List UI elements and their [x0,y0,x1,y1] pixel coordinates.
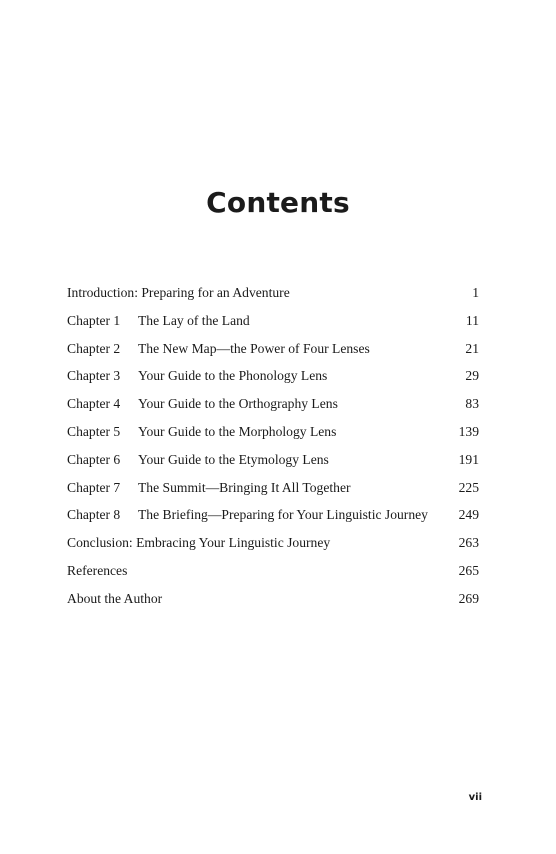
toc-entry-title: The Lay of the Land [138,312,250,328]
toc-entry-chapter-6[interactable] [67,450,479,478]
toc-chapter-label: Chapter 5 [67,423,121,439]
toc-entry-chapter-7[interactable] [67,478,479,506]
toc-entry-title: Your Guide to the Morphology Lens [138,423,337,439]
toc-entry-page: 269 [458,590,479,606]
toc-entry-introduction[interactable] [67,283,479,311]
toc-entry-page: 29 [465,368,479,384]
toc-entry-chapter-3[interactable] [67,366,479,394]
toc-entry-chapter-8[interactable] [67,505,479,533]
toc-entry-title: Your Guide to the Etymology Lens [138,451,329,467]
toc-chapter-label: Chapter 7 [67,479,121,495]
toc-entry-page: 21 [465,340,479,356]
toc-entry-title: Introduction: Preparing for an Adventure [67,285,290,300]
toc-entry-page: 1 [472,285,479,300]
toc-chapter-label: Chapter 3 [67,368,121,384]
toc-entry-title: The Summit—Bringing It All Together [138,479,351,495]
toc-chapter-label: Chapter 1 [67,312,121,328]
toc-entry-page: 139 [458,423,479,439]
table-of-contents [67,283,479,617]
toc-entry-title: The Briefing—Preparing for Your Linguistic Journey [138,507,428,523]
toc-entry-page: 191 [458,451,479,467]
toc-entry-title: Your Guide to the Orthography Lens [138,396,338,412]
toc-entry-page: 11 [465,312,479,328]
toc-entry-chapter-5[interactable] [67,422,479,450]
toc-chapter-label: Chapter 2 [67,340,121,356]
toc-entry-title: Your Guide to the Phonology Lens [138,368,328,384]
toc-entry-title: The New Map—the Power of Four Lenses [138,340,370,356]
page-number: vii [468,792,482,803]
toc-entry-page: 263 [458,535,479,551]
toc-entry-page: 249 [458,507,479,523]
toc-entry-chapter-2[interactable] [67,339,479,367]
toc-entry-title: References [67,562,128,578]
toc-entry-chapter-4[interactable] [67,394,479,422]
toc-entry-page: 83 [465,396,479,412]
toc-entry-chapter-1[interactable] [67,311,479,339]
toc-entry-title: Conclusion: Embracing Your Linguistic Journey [67,535,331,551]
page-title: Contents [206,186,350,219]
toc-chapter-label: Chapter 6 [67,451,121,467]
toc-chapter-label: Chapter 8 [67,507,121,523]
toc-entry-about-the-author[interactable] [67,589,479,617]
toc-entry-references[interactable] [67,561,479,589]
toc-entry-title: About the Author [67,590,163,606]
toc-chapter-label: Chapter 4 [67,396,121,412]
toc-entry-conclusion[interactable] [67,533,479,561]
toc-entry-page: 265 [458,562,479,578]
toc-entry-page: 225 [458,479,479,495]
